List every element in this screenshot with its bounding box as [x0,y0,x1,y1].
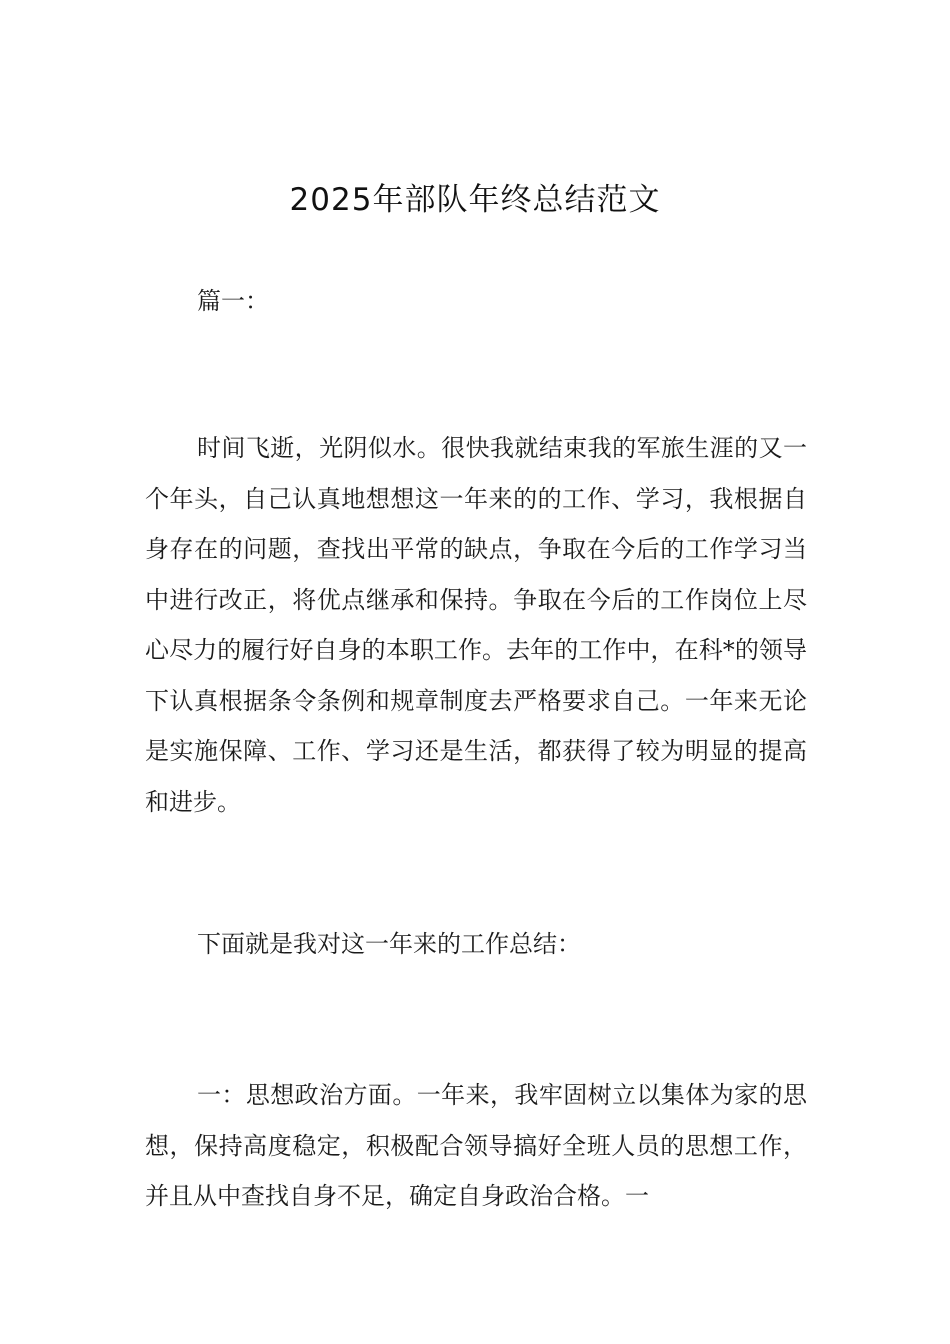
document-title: 2025年部队年终总结范文 [289,182,661,218]
section-label: 篇一： [197,287,269,315]
paragraph-political-thought: 一：思想政治方面。一年来，我牢固树立以集体为家的思想，保持高度稳定，积极配合领导搞好全班人员的思想工作，并且从中查找自身不足，确定自身政治合格。一 [145,1081,807,1210]
paragraph-opening: 时间飞逝，光阴似水。很快我就结束我的军旅生涯的又一个年头，自己认真地想想这一年来的的工作、学习，我根据自身存在的问题，查找出平常的缺点，争取在今后的工作学习当中进行改正，将优点继承和保持。争取在今后的工作岗位上尽心尽力的履行好自身的本职工作。去年的工作中，在科*的领导下认真根据条令条例和规章制度去严格要求自己。一年来无论是实施保障、工作、学习还是生活，都获得了较为明显的提高和进步。 [145,434,807,816]
summary-intro-line: 下面就是我对这一年来的工作总结： [197,930,581,958]
